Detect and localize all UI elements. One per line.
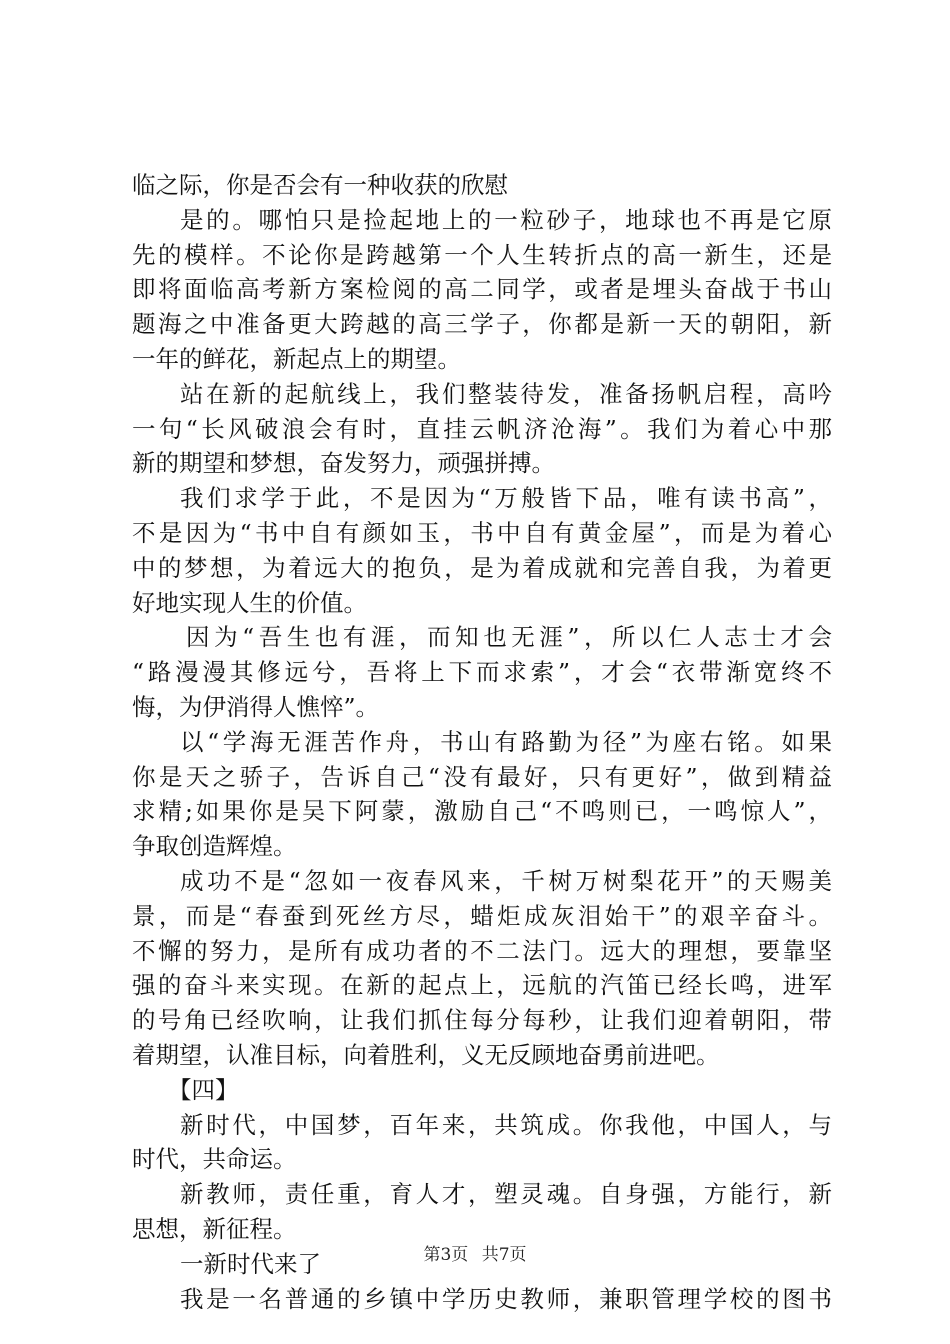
text-line: 是的。哪怕只是捡起地上的一粒砂子，地球也不再是它原 [180, 205, 832, 234]
text-line: 先的模样。不论你是跨越第一个人生转折点的高一新生，还是 [132, 240, 832, 269]
text-line: 你是天之骄子，告诉自己“没有最好，只有更好”，做到精益 [132, 762, 832, 791]
text-line: 悔，为伊消得人憔悴”。 [132, 692, 380, 721]
text-line: 不是因为“书中自有颜如玉，书中自有黄金屋”，而是为着心 [132, 518, 832, 547]
page-total: 共7页 [481, 1245, 527, 1265]
text-line: 成功不是“忽如一夜春风来，千树万树梨花开”的天赐美 [180, 866, 832, 895]
text-line: 时代，共命运。 [132, 1145, 297, 1174]
text-line: 一新时代来了 [180, 1249, 321, 1278]
text-line: 题海之中准备更大跨越的高三学子，你都是新一天的朝阳，新 [132, 310, 832, 339]
text-line: 新的期望和梦想，奋发努力，顽强拼搏。 [132, 449, 555, 478]
text-line: 即将面临高考新方案检阅的高二同学，或者是埋头奋战于书山 [132, 275, 832, 304]
body-text [132, 168, 832, 1316]
text-line: 争取创造辉煌。 [132, 832, 297, 861]
text-line: 以“学海无涯苦作舟，书山有路勤为径”为座右铭。如果 [180, 727, 832, 756]
text-line: 因为“吾生也有涯，而知也无涯”，所以仁人志士才会 [186, 623, 832, 652]
text-line: 中的梦想，为着远大的抱负，是为着成就和完善自我，为着更 [132, 553, 832, 582]
text-line: 思想，新征程。 [132, 1214, 297, 1243]
text-line: 一年的鲜花，新起点上的期望。 [132, 344, 461, 373]
text-line: 景，而是“春蚕到死丝方尽，蜡炬成灰泪始干”的艰辛奋斗。 [132, 901, 832, 930]
text-line: 求精;如果你是吴下阿蒙，激励自己“不鸣则已，一鸣惊人”， [132, 797, 832, 826]
text-line: 着期望，认准目标，向着胜利，义无反顾地奋勇前进吧。 [132, 1040, 720, 1069]
text-line: 新时代，中国梦，百年来，共筑成。你我他，中国人，与 [180, 1110, 832, 1139]
text-line: 的号角已经吹响，让我们抓住每分每秒，让我们迎着朝阳，带 [132, 1006, 832, 1035]
text-line: 一句“长风破浪会有时，直挂云帆济沧海”。我们为着心中那 [132, 414, 832, 443]
text-line: 我是一名普通的乡镇中学历史教师，兼职管理学校的图书 [180, 1284, 832, 1313]
text-line: “路漫漫其修远兮，吾将上下而求索”，才会“衣带渐宽终不 [132, 658, 832, 687]
text-line: 临之际，你是否会有一种收获的欣慰 [132, 171, 508, 199]
page-number: 第3页 [423, 1245, 469, 1265]
text-line: 新教师，责任重，育人才，塑灵魂。自身强，方能行，新 [180, 1180, 832, 1209]
page-footer [0, 1240, 950, 1265]
text-line: 站在新的起航线上，我们整装待发，准备扬帆启程，高吟 [180, 379, 832, 408]
text-line: 强的奋斗来实现。在新的起点上，远航的汽笛已经长鸣，进军 [132, 971, 832, 1000]
section-heading: 【四】 [168, 1075, 239, 1104]
text-line: 不懈的努力，是所有成功者的不二法门。远大的理想，要靠坚 [132, 936, 832, 965]
text-line: 我们求学于此，不是因为“万般皆下品，唯有读书高”， [180, 484, 832, 513]
text-line: 好地实现人生的价值。 [132, 588, 367, 617]
